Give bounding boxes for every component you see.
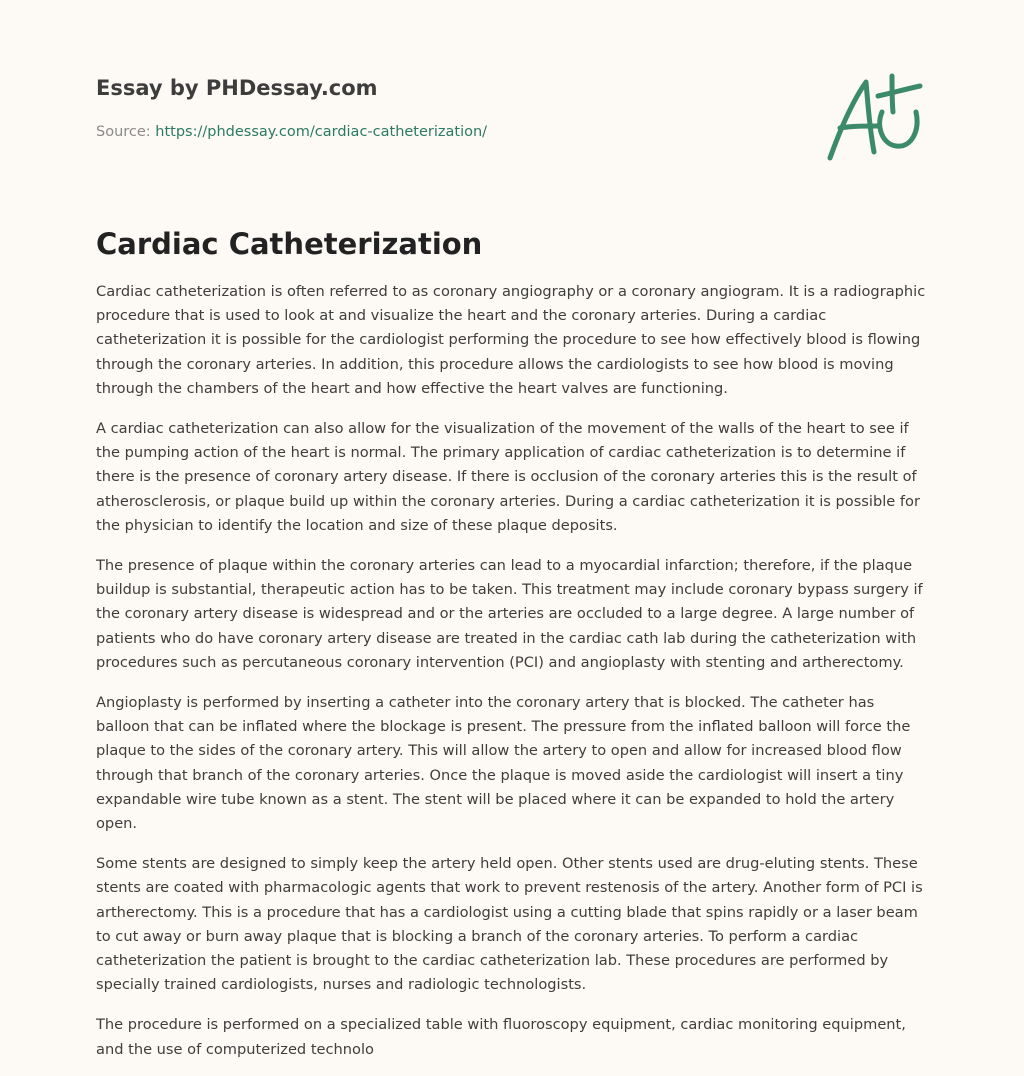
source-line bbox=[96, 124, 487, 140]
page-header bbox=[96, 0, 928, 200]
essay-paragraph: The procedure is performed on a specialized table with fluoroscopy equipment, cardiac monitoring equipment, and the use of computerized technolo bbox=[96, 1016, 906, 1058]
essay-paragraph: Angioplasty is performed by inserting a catheter into the coronary artery that is blocked. The catheter has balloon that can be inflated where the blockage is present. The pressure from the inflated balloon will force the plaque to the sides of the coronary artery. This will allow the artery to open and allow for increased blood flow through that branch of the coronary arteries. Once the plaque is moved aside the cardiologist will insert a tiny expandable wire tube known as a stent. The stent will be placed where it can be expanded to hold the artery open. bbox=[96, 694, 911, 833]
source-label: Source: bbox=[96, 124, 156, 140]
essay-paragraph: The presence of plaque within the coronary arteries can lead to a myocardial infarction; therefore, if the plaque buildup is substantial, therapeutic action has to be taken. This treatment may include coronary bypass surgery if the coronary artery disease is widespread and or the arteries are occluded to a large degree. A large number of patients who do have coronary artery disease are treated in the cardiac cath lab during the catheterization with procedures such as percutaneous coronary intervention (PCI) and angioplasty with stenting and artherectomy. bbox=[96, 557, 923, 671]
essay-paragraph: Cardiac catheterization is often referred to as coronary angiography or a coronary angiogram. It is a radiographic procedure that is used to look at and visualize the heart and the coronary arteries. During a cardiac catheterization it is possible for the cardiologist performing the procedure to see how effectively blood is flowing through the coronary arteries. In addition, this procedure allows the cardiologists to see how blood is moving through the chambers of the heart and how effective the heart valves are functioning. bbox=[96, 283, 926, 397]
essay-paragraph: Some stents are designed to simply keep the artery held open. Other stents used are drug-eluting stents. These stents are coated with pharmacologic agents that work to prevent restenosis of the artery. Another form of PCI is artherectomy. This is a procedure that has a cardiologist using a cutting blade that spins rapidly or a laser beam to cut away or burn away plaque that is blocking a branch of the coronary arteries. To perform a cardiac catheterization the patient is brought to the cardiac catheterization lab. These procedures are performed by specially trained cardiologists, nurses and radiologic technologists. bbox=[96, 855, 923, 994]
essay-paragraph: A cardiac catheterization can also allow for the visualization of the movement of the walls of the heart to see if the pumping action of the heart is normal. The primary application of cardiac catheterization is to determine if there is the presence of coronary artery disease. If there is occlusion of the coronary arteries this is the result of atherosclerosis, or plaque build up within the coronary arteries. During a cardiac catheterization it is possible for the physician to identify the location and size of these plaque deposits. bbox=[96, 420, 920, 534]
a-plus-grade-icon bbox=[824, 68, 928, 164]
brand-title: Essay by PHDessay.com bbox=[96, 76, 378, 100]
source-link[interactable]: https://phdessay.com/cardiac-catheterization/ bbox=[155, 124, 488, 140]
essay-body bbox=[96, 280, 928, 1062]
essay-title: Cardiac Catheterization bbox=[96, 227, 483, 261]
